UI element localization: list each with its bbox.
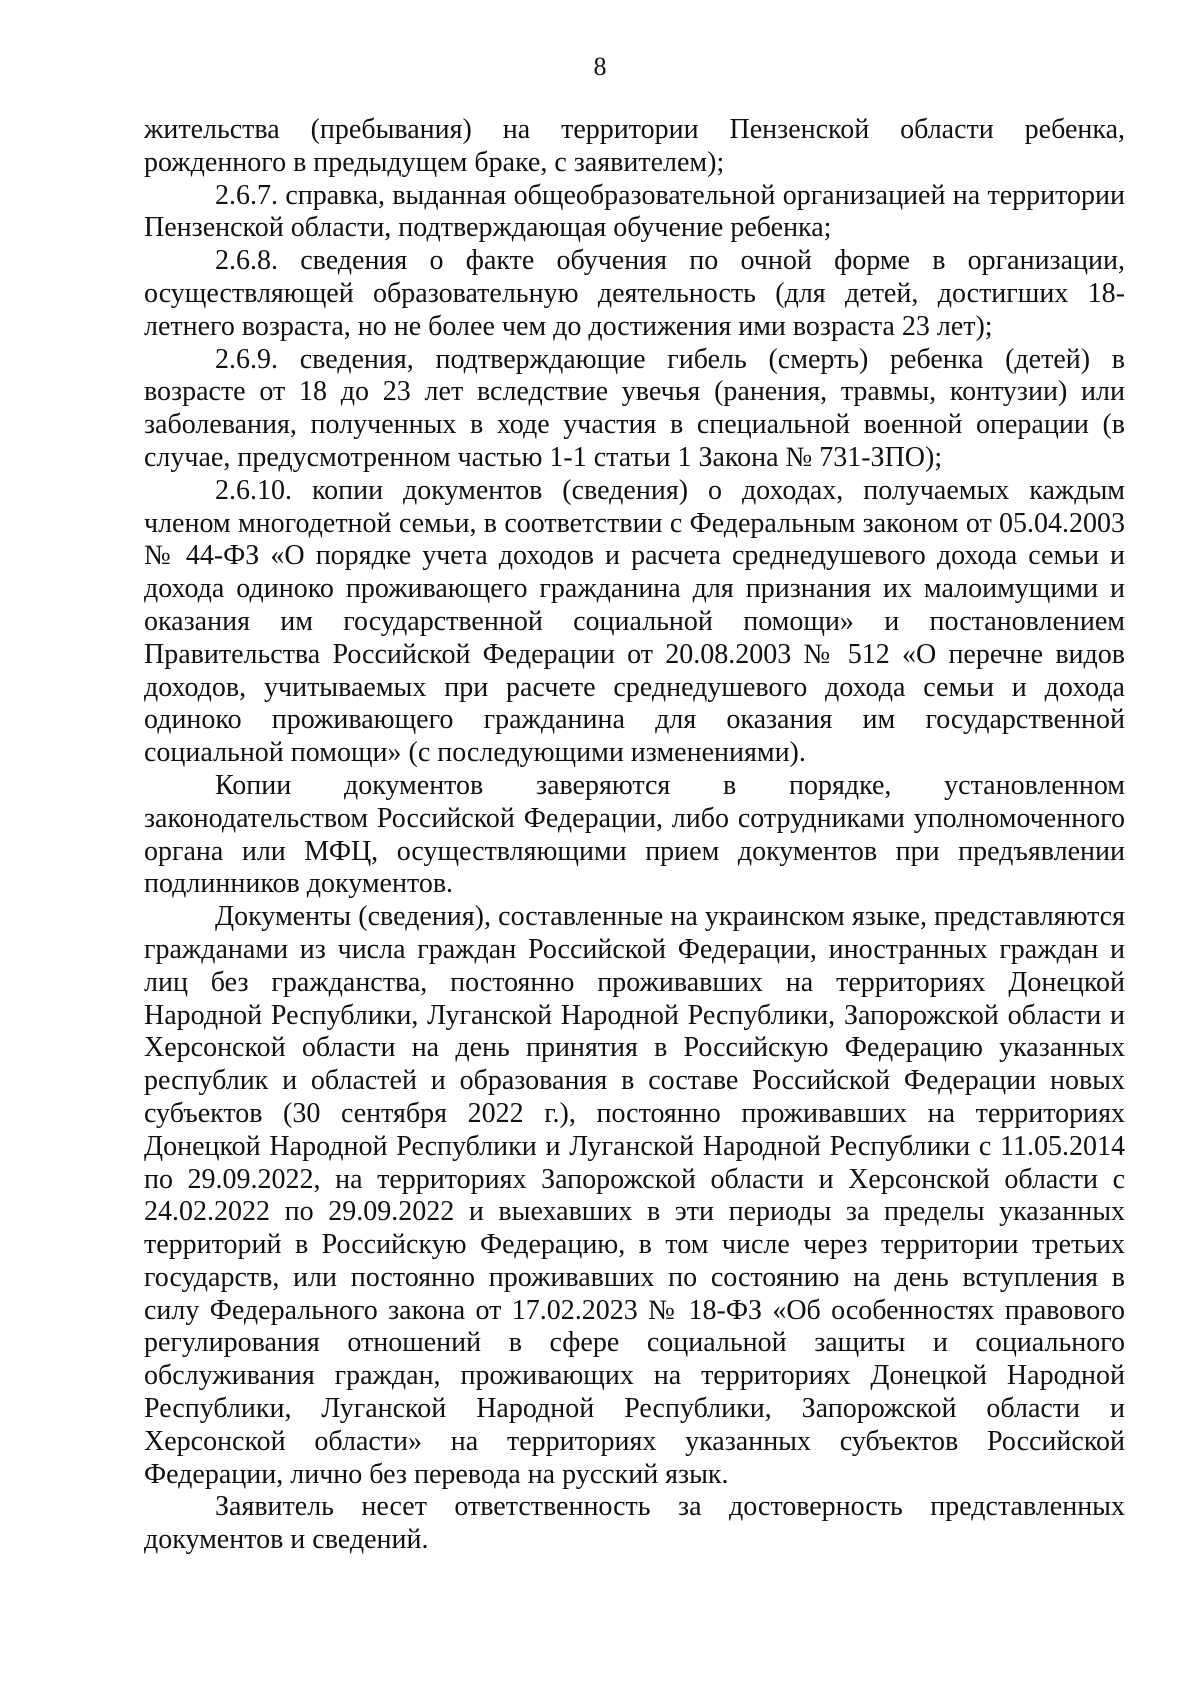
paragraph-2-6-8: 2.6.8. сведения о факте обучения по очной форме в организации, осуществляющей образовательную деятельность (для детей, достигших 18-летнего возраста, но не более чем до достижения ими возраста 23 лет); [144,245,1125,342]
paragraph-residence-continuation: жительства (пребывания) на территории Пензенской области ребенка, рожденного в предыдущем браке, с заявителем); [144,114,1125,178]
paragraph-copies-certification: Копии документов заверяются в порядке, установленном законодательством Российской Федерации, либо сотрудниками уполномоченного органа или МФЦ, осуществляющими прием документов при предъявлении подлинников документов. [144,769,1125,900]
page-number: 8 [593,52,607,81]
document-body [144,114,1125,1557]
paragraph-2-6-10: 2.6.10. копии документов (сведения) о доходах, получаемых каждым членом многодетной семьи, в соответствии с Федеральным законом от 05.04.2003 № 44-ФЗ «О порядке учета доходов и расчета среднедушевого дохода семьи и дохода одиноко проживающего гражданина для признания их малоимущими и оказания им государственной социальной помощи» и постановлением Правительства Российской Федерации от 20.08.2003 № 512 «О перечне видов доходов, учитываемых при расчете среднедушевого дохода семьи и дохода одиноко проживающего гражданина для оказания им государственной социальной помощи» (с последующими изменениями). [144,474,1125,769]
paragraph-applicant-responsibility: Заявитель несет ответственность за достоверность представленных документов и сведений. [144,1491,1125,1556]
paragraph-2-6-7: 2.6.7. справка, выданная общеобразовательной организацией на территории Пензенской области, подтверждающая обучение ребенка; [144,179,1125,244]
paragraph-ukrainian-documents: Документы (сведения), составленные на украинском языке, представляются гражданами из числа граждан Российской Федерации, иностранных граждан и лиц без гражданства, постоянно проживавших на территориях Донецкой Народной Республики, Луганской Народной Республики, Запорожской области и Херсонской области на день принятия в Российскую Федерацию указанных республик и областей и образования в составе Российской Федерации новых субъектов (30 сентября 2022 г.), постоянно проживавших на территориях Донецкой Народной Республики и Луганской Народной Республики с 11.05.2014 по 29.09.2022, на территориях Запорожской области и Херсонской области с 24.02.2022 по 29.09.2022 и выехавших в эти периоды за пределы указанных территорий в Российскую Федерацию, в том числе через территории третьих государств, или постоянно проживавших по состоянию на день вступления в силу Федерального закона от 17.02.2023 № 18-ФЗ «Об особенностях правового регулирования отношений в сфере социальной защиты и социального обслуживания граждан, проживающих на территориях Донецкой Народной Республики, Луганской Народной Республики, Запорожской области и Херсонской области» на территориях указанных субъектов Российской Федерации, лично без перевода на русский язык. [144,901,1125,1490]
paragraph-2-6-9: 2.6.9. сведения, подтверждающие гибель (смерть) ребенка (детей) в возрасте от 18 до 23 лет вследствие увечья (ранения, травмы, контузии) или заболевания, полученных в ходе участия в специальной военной операции (в случае, предусмотренном частью 1-1 статьи 1 Закона № 731-ЗПО); [144,343,1125,473]
